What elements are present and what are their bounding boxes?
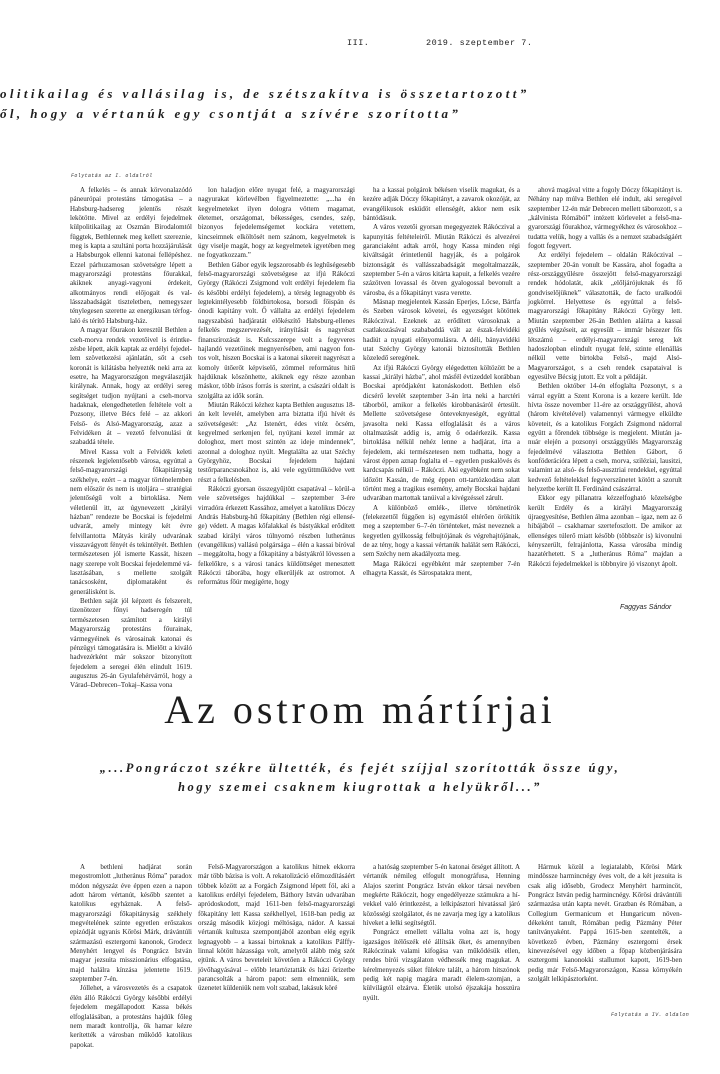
- paragraph: Bethlen saját jól képzett és felszerelt, tizenötezer főnyi hadseregén túl természetesen számított a királyi Magyarország protestáns főurainak, vármegyéinek és városainak katonai és pénzügyi támogatására is. Mielőtt a kiváló hadvezérként már sokszor bizonyított fejedelem a seregei élén elindult 1619. augusztus 26-án Gyulafehérvárról, hogy a Várad–Debrecen–Tokaj–Kassa vona: [70, 597, 192, 690]
- headline-banner-line-1: olitikailag és vallásilag is, de szétszakítva is összetartozott”: [0, 86, 530, 101]
- paragraph: Hármuk közül a legiatalabb, Kőrösi Márk mindössze harmincnégy éves volt, de a két jezsuita is csak alig idősebb, Grodecz Menyhért harmincöt, Pongrácz István pedig harmincnégy. Kőrösi drávántúli származása után kapta nevét. Grazban és Rómában, a Collegium Germanicum et Hungaricum növendékeként tanult, Rómában pedig Pázmány Péter tanítványaként. Pappá 1615-ben szentelték, a következő évben, Pázmány esztergomi érsek kinevezésével egy időben a főpap közbenjárására esztergomi kanonokki stallumot kapott, 1619-ben pedig már Felső-Magyarországon, Kassa környékén szolgált lelkipásztorként.: [528, 863, 682, 984]
- paragraph: Jóllehet, a városvezetés és a csapatok élén álló Rákóczi György későbbi erdélyi fejedelem megállapodott Kassa békés elfoglalásában, a protestáns hajdúk főleg nem maradt kontrollja, ők hamar kézre kerítették a városban működő katolikus papokat.: [70, 984, 192, 1049]
- paragraph: Bethlen Gábor egyik legszorosabb és leghűségesebb felső-magyarországi szövetségese az ifjú Rákóczi György (Rákóczi Zsigmond volt erdélyi fejedelem fia és későbbi erdélyi fejedelem), a térség legnagyobb és legtekintélyesebb földbirtokosa, borsodi főispán és ónodi kapitány volt. Ő vállalta az erdélyi fejedelem nagyszabású hadjáratát előkészítő Habsburg-ellenes felkelés megszervezését, irányítását és nagyrészt finanszírozását is. Kulcsszerepe volt a fegyveres hajlandó vezetőinek megnyerésében, ami nagyon fontos volt, hiszen Bocskai is a katonai sikereit nagyrészt a komoly ütőerőt képviselő, zömmel református hitű hajdúknak köszönhette, akiknek egy része azonban máskor, több írásos forrás is szerint, a császári oldalt is szolgálta az idők során.: [198, 260, 355, 400]
- feature-title: Az ostrom mártírjai: [164, 687, 556, 732]
- paragraph: A magyar főurakon keresztül Bethlen a cseh-morva rendek vezetőivel is érintkezésbe lépett, akik kaptak az erdélyi fejedellem szövetkezési ajánlatán, sőt a cseh koronát is kilátásba helyezték neki arra az esetre, ha Magyarországon megválasztják királynak. Annak, hogy az erdélyi sereg segítséget tudjon nyújtani a cseh-morva hadaknak, elengedhetetlen feltétele volt a Pozsony, illetve Bécs felé – az akkori Felső- és Alsó-Magyarország, azaz a Felvidéken át – vezető felvonulási út szabaddá tétele.: [70, 326, 192, 447]
- paragraph: Mivel Kassa volt a Felvidék keleti részenek legjelentősebb városa, egyúttal a felső-magyarországi főkapitányság székhelye, ezért – a magyar történelemben nem először és nem is utoljára – stratégiai jelentőségű volt a birtoklása. Nem véletlenül itt, az úgynevezett „királyi házban” rendezte be Bocskai is fejedelmi udvarát, amely mintegy két évre felvillantotta Mátyás király udvarának visszavágyott fényét és tekintélyét. Bethlen természetesen jól ismerte Kassát, hiszen nagy szerepe volt Bocskai fejedelemmé választásában, s mellette szolgált tanácsosként, diplomataként és generálisként is.: [70, 447, 192, 596]
- article-column-2: [198, 186, 355, 646]
- paragraph: Rákóczi gyorsan összegyűjtött csapatával – körül-a vele szövetséges hajdúkkal – szeptember 3-ére virradóra érkezett Kassához, amelyet a katolikus Dóczy András Habsburg-hű főkapitány (Bethlen régi ellensége) védett. A magas kőfalakkal és bástyákkal erődített szabad királyi város túlnyomó részben lutheránus (evangélikus) vallású polgársága – élén a kassai bíróval – meggátolta, hogy a főkapitány a bástyákról lövessen a felkelőkre, s a városi tanács küldöttséget menesztett Rákóczi táborába, hogy elkerüljék az ostromot. A református főúr megígérte, hogy: [198, 485, 355, 587]
- paragraph: A különböző emlék-, illetve történetírók (felekezettől függően is) egymástól eltérően örökítik meg a szeptember 6–7-én történteket, mást neveznek a kegyetlen gyilkosság felbujtójának és végrehajtójának, de az tény, hogy a kassai vértanúk halálát sem Rákóczi, sem Széchy nem akadályozta meg.: [363, 503, 520, 559]
- paragraph: Felső-Magyarországon a katolikus hitnek ekkorra már több bázisa is volt. A rekatolizáció előmozdításáért többek között az a Forgách Zsigmond lépett föl, aki a katolikus erdélyi fejedelem, Báthory István udvarában apródoskodott, majd 1611-ben felső-magyarországi főkapitány lett Kassa székhellyel, 1618-ban pedig az ország második közjogi méltósága, nádor. A kassai vértanúk kultusza szempontjából azonban elég egyik legnagyobb – a kassai birtoknak a katolikus Pálffy-linnal kötött házassága volt, amelyről alább még szót ejtünk. A város beveteleit követően a Rákóczi György jövőhagyásával – előbb letartóztatták és házi őrizetbe parancsolták a három papot: sem elmenniük, sem üzenetet küldeniük nem volt szabad, lakásuk köré: [198, 863, 355, 993]
- paragraph: Az erdélyi fejedelem – oldalán Rákóczival – szeptember 20-án vonult be Kassára, ahol fogadta a rész-országgyűlésre összejött felső-magyarországi rendek hódolatát, akik „előljárójuknak és fő gondviselőjüknek” választották, de facto uralkodói jogkörrel. Helyettese és egyúttal a felső-magyarországi főkapitány Rákóczi György lett. Miután szeptember 26-án Bethlen aláírta a kassai gyűlés végzéseit, az egyesült – immár hészezer fős létszámú – erdélyi-magyarországi sereg két hadoszlopban elindult nyugat felé, szinte ellenállás nélkül vette birtokba Felső-, majd Alsó-Magyarországot, s a cseh rendek csapataival is egyesülve Bécsig jutott. Ez volt a példáját.: [528, 251, 682, 381]
- feature-column-4: [528, 863, 682, 998]
- feature-column-3: [363, 863, 520, 1023]
- paragraph: A város vezetői gyorsan megegyeztek Rákóczival a kapunyitás feltételeiről. Miután Rákóczi és alvezérei garanciaként adtak arról, hogy Kassa minden régi kiváltságát érintetlenül hagyják, és a polgárok biztonságát és vallásszabadságát megoltalmazzák, szeptember 5-én a város kitárta kapuit, a felkelés vezére százötven lovassal és ötven gyalogossal bevonult a városba, és a főkapitányt vasra verette.: [363, 223, 520, 297]
- article-column-1: [70, 186, 192, 690]
- paragraph: ahová magával vitte a fogoly Dóczy főkapitányt is. Néhány nap múlva Bethlen elé indult, aki seregével szeptember 12-én már Debrecen mellett táborozott, s a „kálvinista Rómából” intézett körlevelet a felső-magyarországi főurakhoz, vármegyékhez és városokhoz – tudatta velük, hogy a vallás és a nemzet szabadságáért fogott fegyvert.: [528, 186, 682, 251]
- page-number: III.: [347, 38, 370, 48]
- continued-from-label: Folytatás az I. oldalról: [71, 173, 153, 179]
- paragraph: Pongrácz emellett vállalta volna azt is, hogy igazságos ítélőszék elé állítsák őket, és amennyiben Rákóczinak valami kifogása van működésük ellen, rendes bírói vizsgálaton védhessék meg magukat. A kérelmenyezés süket fülekre talált, a három hitszónok pedig két napig magára maradt élelem-szomjan, a külvilágtól elzárva. Életük utolsó éjszakája hosszúra nyúlt.: [363, 928, 520, 1002]
- paragraph: ha a kassai polgárok békésen viselik magukat, és a kezére adják Dóczy főkapitányt, a zavarok okozóját, az evangélikusok esküdöt ellenségét, akkor nem esik bántódásuk.: [363, 186, 520, 223]
- feature-pullquote-line-1: „...Pongráczot székre ültették, és fejét szíjjal szorították össze úgy,: [99, 761, 621, 775]
- feature-column-2: [198, 863, 355, 1023]
- issue-date: 2019. szeptember 7.: [426, 38, 533, 48]
- headline-banner-line-2: ől, hogy a vértanúk egy csontját a szívére szorította”: [0, 106, 462, 121]
- paragraph: Miután Rákóczi kézhez kapta Bethlen augusztus 18-án kelt levelét, amelyben arra biztatta ifjú hívét és szövetségesét: „Az Istenért, édes vitéz öcsém, kegyelmed serkenjen fel, nyújtani kezel immár az dologhoz, mert most szintén az ideje mindennek”, azonnal a dologhoz nyúlt. Megtalálta az utat Széchy Györgyhöz, Bocskai fejedelem hajdani testőrparancsnokához is, aki vele együttműködve vett részt a felkelésben.: [198, 400, 355, 484]
- paragraph: A felkelés – és annak körvonalazódó páneurópai protestáns támogatása – a Habsburg-hadsereg jelentős részét lekötötte. Mivel az erdélyi fejedelmek külpolitikailag az Oszmán Birodalomtól függtek, Bethlennek meg kellett szereznie, meg is kapta a szultáni porta hozzájárulását a Habsburgok ellenni katonai fellépéshez. Ezzel párhuzamosan szövetségre lépett a magyarországi protestáns főurakkal, akiknek anyagi-vagyoni érdekeit, alkotmányos rendi előjogait és vallásszabadságát tiszteletben, nemegyszer ténylegesen szerette az energikusan térfoglaló és térítő Habsburg-ház.: [70, 186, 192, 325]
- paragraph: Ekkor egy pillanatra kézzelfogható közelségbe került Erdély és a királyi Magyarország újraegyesítése, Bethlen álma azonban – igaz, nem az ő hibájából – csakhamar szertefoszlott. De amikor az ellenséges túlerő miatt később (többször is) kivonulni kényszerült, felrajánlotta, Kassa városába mindig hazatérhetett. S a „lutheránus Róma” majdan a Rákóczi fejedelmekkel is többnyire jó viszonyt ápolt.: [528, 494, 682, 568]
- continued-to-label: Folytatás a IV. oldalon: [611, 1012, 690, 1018]
- paragraph: Maga Rákóczi egyébként már szeptember 7-én elhagyta Kassát, és Sárospatakra ment,: [363, 559, 520, 578]
- paragraph: Másnap megjelentek Kassán Eperjes, Lőcse, Bártfa és Szeben városok követei, és egyezséget kötöttek Rákóczival. Ezeknek az erődített városoknak a csatlakozásával szababaddá vált az észak-felvidéki hadiút a nyugati előnyomulásra. A déli, bányavidéki utat Széchy György katonái biztosították Bethlen közeledő seregének.: [363, 298, 520, 363]
- feature-pullquote-line-2: hogy szemei csaknem kiugrottak a helyükről...”: [177, 780, 543, 794]
- paragraph: A bethleni hadjárat során megostromlott „lutheránus Róma” paradox módon négyszáz éve éppen ezen a napon adott három vértanút, később szentet a katolikus egyháznak. A felső-magyarországi főkapitányság székhely megvételének szinte egyetlen erőszakos epizódját ugyanis Kőrösi Márk, drávántúli származású esztergomi kanonok, Grodecz Menyhért lengyel és Pongrácz István magyar jezsuita misszionárius elfogatása, majd halálra kínzása jelentette 1619. szeptember 7-én.: [70, 863, 192, 984]
- paragraph: lon haladjon előre nyugat felé, a magyarországi nagyurakat körlevélben figyelmeztette: „...ha én kegyelmeteket ilyen dologra vöttem magamat, életemet, országomat, békességes, csendes, szép, bizonyos fejedelemségemet kockára vetettem, kincseimnek elköltösét nem szánom, kegyelmetek is úgy viselje magát, hogy az kegyelmetek igyetében meg ne fogyatkozzam.”: [198, 186, 355, 260]
- article-column-3: [363, 186, 520, 646]
- paragraph: Bethlen október 14-én elfoglalta Pozsonyt, s a várral együtt a Szent Korona is a kezere került. Ide hívta össze november 11-ére az országgyűlést, ahová (három kivételével) valamennyi vármegye elküldte követeit, és a katolikus Forgách Zsigmond nádorral együtt a főrendek többsége is megjelent. Miután január elején a pozsonyi országgyűlés Magyarország fejedelmévé választotta Bethlen Gábort, ő konföderációra lépett a cseh, morva, sziléziai, lausitzi, valamint az alsó- és felső-ausztriai rendekkel, egyúttal kedvező feltételekkel fegyverszünetet kötött a szorult helyzetbe került II. Ferdinánd császárral.: [528, 382, 682, 493]
- feature-column-1: [70, 863, 192, 1049]
- paragraph: a hatóság szeptember 5-én katonai őrséget állított. A vértanúk némileg elfogult monográfusa, Henning Alajos szerint Pongrácz István ekkor társai nevében megkérte Rákóczit, hogy engedélyezze számukra a hívekkel való érintkezést, a lelkipásztori hivatással járó közösségi szolgálatot, és ne zavarja meg így a katolikus híveket a lelki segítségtől.: [363, 863, 520, 928]
- author-signature: Faggyas Sándor: [620, 604, 672, 611]
- paragraph: Az ifjú Rákóczi György elégedetten költözött be a kassai „királyi házba”, ahol másfél évtizeddel korábban Bocskai apródjaként katonáskodott. Bethlen első dicsérő levelét szeptember 3-án írta neki a harctéri táborból, amikor a felkelés kirobbanásáról értesült. Mellette szövetségese önteveknyeségét, egyúttal javasolta neki Kassa elfoglalását és a város oltalmazását addig is, amíg ő odaérkezik. Kassa birtoklása nélkül nehéz lenne a hadjárat, írta a fejedelem, aki természetesen nem tudhatta, hogy a várost éppen aznap foglalta el – egyetlen puskalövés és kardcsapás nélkül – Rákóczi. Aki egyébként nem sokat időzött Kassán, de még éppen ott-tartózkodása alatt történt meg a tragikus esemény, amely Bocskai hajdani udvarában martottak tanúival a kivégzéssel zárult.: [363, 363, 520, 503]
- article-column-4: [528, 186, 682, 588]
